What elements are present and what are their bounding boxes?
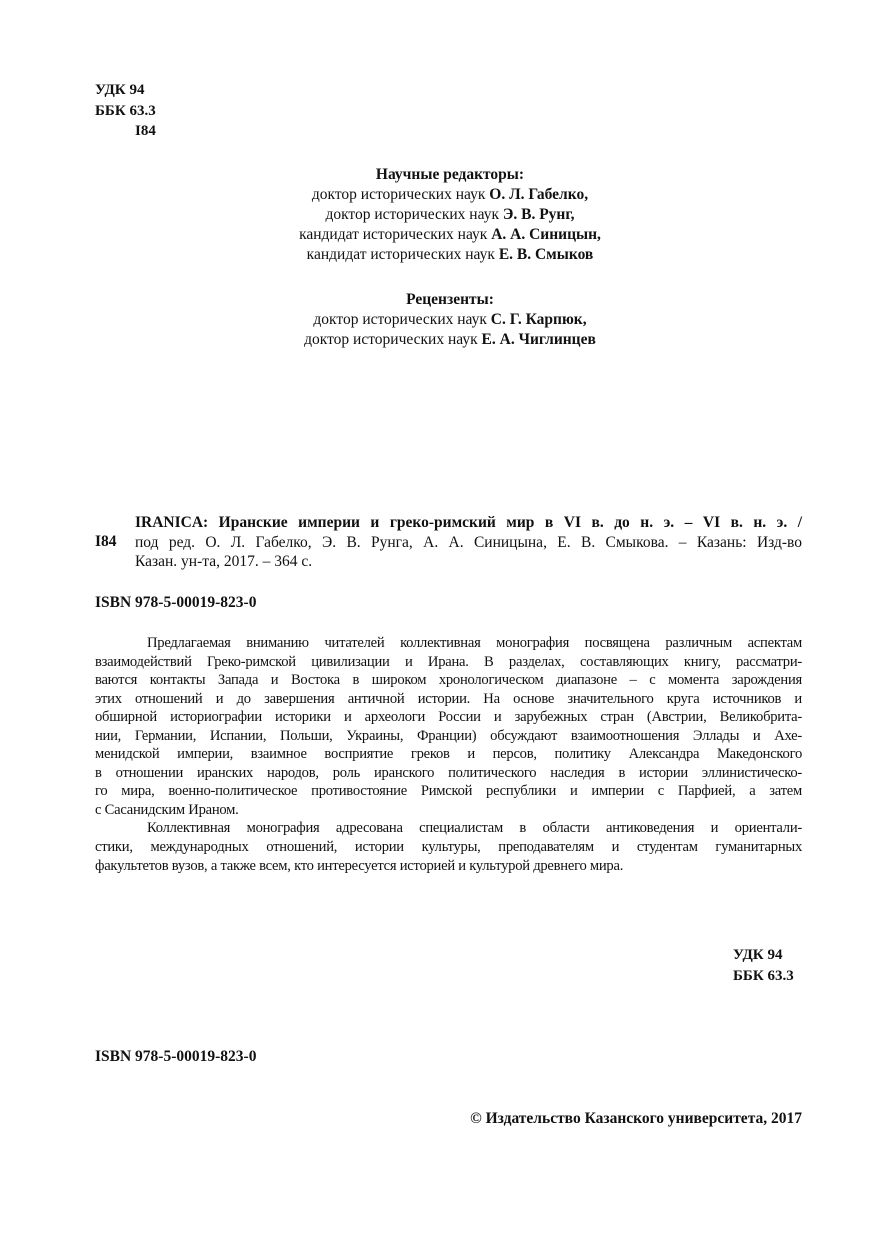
editor-name: Э. В. Рунг,: [502, 206, 575, 223]
annotation-line: ваются контакты Запада и Востока в широком хронологическом диапазоне – с момента зарождения: [95, 672, 802, 689]
annotation-line: этих отношений и до завершения античной истории. На основе значительного круга источников и: [95, 690, 802, 707]
annotation-line: взаимодействий Греко-римской цивилизации и Ирана. В разделах, составляющих книгу, рассматри-: [95, 653, 802, 670]
editor-line: [0, 225, 875, 245]
classification-codes: [95, 80, 156, 142]
udk-code: УДК 94: [733, 947, 783, 963]
reviewer-name: С. Г. Карпюк,: [490, 311, 587, 328]
reviewer-name: Е. А. Чиглинцев: [481, 331, 596, 348]
bbk-code: ББК 63.3: [733, 967, 794, 984]
editor-name: А. А. Синицын,: [491, 226, 601, 243]
annotation-line: в отношении иранских народов, роль иранского политического наследия в истории эллинистическо-: [95, 764, 802, 781]
annotation-line: Предлагаемая вниманию читателей коллективная монография посвящена различным аспектам: [147, 635, 802, 651]
biblio-title: IRANICA: Иранские империи и греко-римский мир в VI в. до н. э. – VI в. н. э. /: [135, 514, 802, 531]
biblio-line: Казан. ун-та, 2017. – 364 с.: [135, 553, 313, 571]
annotation-line: Коллективная монография адресована специалистам в области антиковедения и ориентали-: [147, 820, 802, 837]
editors-block: [0, 165, 875, 265]
bottom-classification-codes: [733, 945, 794, 986]
reviewer-role: доктор исторических наук: [304, 331, 478, 348]
biblio-author-mark: I84: [95, 533, 117, 550]
isbn: ISBN 978-5-00019-823-0: [95, 594, 257, 611]
editor-name: О. Л. Габелко,: [489, 186, 589, 203]
annotation-line: факультетов вузов, а также всем, кто интересуется историей и культурой древнего мира.: [95, 857, 624, 874]
bibliographic-record: [135, 513, 802, 572]
annotation-line: обширной историографии историки и археологи России и зарубежных стран (Австрии, Великобрита-: [95, 709, 802, 726]
annotation-line: менидской империи, взаимное восприятие греков и персов, политику Александра Македонского: [95, 746, 802, 763]
reviewers-block: [0, 290, 875, 350]
reviewer-line: [0, 330, 875, 350]
annotation-line: го мира, военно-политическое противостояние Римской республики и империи с Парфией, а затем: [95, 783, 802, 800]
editor-line: [0, 245, 875, 265]
editor-role: доктор исторических наук: [325, 206, 499, 223]
reviewer-role: доктор исторических наук: [313, 311, 487, 328]
annotation-line: нии, Германии, Испании, Польши, Украины, Франции) обсуждают взаимоотношения Эллады и Ахе-: [95, 727, 802, 744]
bbk-code: ББК 63.3: [95, 102, 156, 119]
copyright: © Издательство Казанского университета, 2017: [470, 1110, 802, 1127]
author-mark: I84: [135, 123, 156, 139]
reviewers-heading: Рецензенты:: [406, 291, 494, 308]
editor-role: кандидат исторических наук: [306, 246, 495, 263]
annotation-line: с Сасанидским Ираном.: [95, 801, 239, 818]
biblio-line: под ред. О. Л. Габелко, Э. В. Рунга, А. А. Синицына, Е. В. Смыкова. – Казань: Изд-во: [135, 533, 802, 551]
reviewer-line: [0, 310, 875, 330]
editor-line: [0, 205, 875, 225]
editor-name: Е. В. Смыков: [498, 246, 594, 263]
editor-line: [0, 185, 875, 205]
editor-role: кандидат исторических наук: [299, 226, 488, 243]
editors-heading: Научные редакторы:: [375, 166, 525, 183]
annotation-line: стики, международных отношений, истории культуры, преподавателям и студентам гуманитарных: [95, 839, 802, 856]
isbn-bottom: ISBN 978-5-00019-823-0: [95, 1048, 257, 1065]
editor-role: доктор исторических наук: [311, 186, 486, 203]
annotation: [95, 634, 802, 875]
udk-code: УДК 94: [95, 82, 145, 98]
